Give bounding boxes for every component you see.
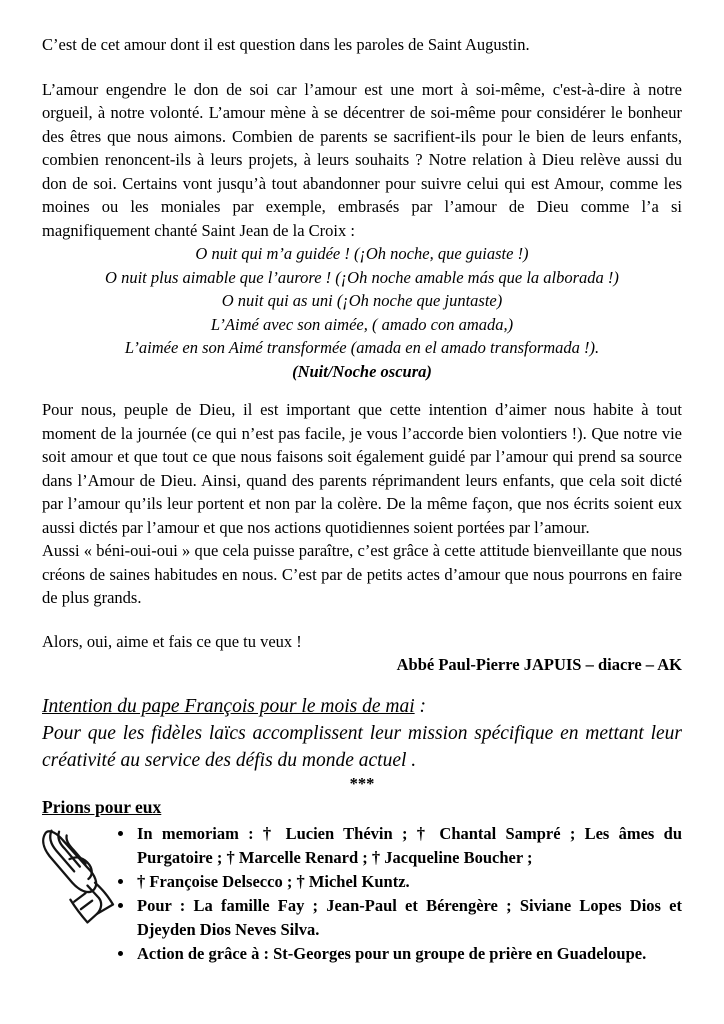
prions-heading (42, 795, 682, 820)
intention-body: Pour que les fidèles laïcs accomplissent leur mission spécifique en mettant leur créativité au service des défis du monde actuel . (42, 722, 682, 771)
poem-line: O nuit qui as uni (¡Oh noche que juntaste) (221, 291, 503, 310)
intention-heading-text: Intention du pape François pour le mois de mai (42, 695, 415, 717)
prayer-list-item (135, 822, 682, 870)
prayer-item-text: † Françoise Delsecco ; † Michel Kuntz. (137, 871, 410, 891)
poem-line: O nuit qui m’a guidée ! (¡Oh noche, que guiaste !) (195, 244, 529, 263)
aussi-paragraph: Aussi « béni-oui-oui » que cela puisse paraître, c’est grâce à cette attitude bienveillante que nous créons de saines habitudes en nous. C’est par de petits actes d’amour que nous pourrons en faire de plus grands. (42, 541, 682, 607)
asterisk-separator: *** (349, 773, 375, 793)
prions-heading-text: Prions pour eux (42, 796, 162, 817)
pour-nous-paragraph: Pour nous, peuple de Dieu, il est important que cette intention d’aimer nous habite à tout moment de la journée (ce qui n’est pas facile, je vous l’accorde bien volontiers !). Que notre vie soit amour et que tout ce que nous faisons soit également guidé par l’amour qui prend sa source dans l’Amour de Dieu. Ainsi, quand des parents réprimandent leurs enfants, que cela soit dicté par l’amour qu’ils leur portent et non par la colère. De la même façon, que nos écrits soient eux aussi dictés par l’amour et que nos actions quotidiennes soient portées par l’amour. (42, 400, 682, 537)
intention-heading (42, 693, 682, 720)
prayer-item-text: Action de grâce à : St-Georges pour un groupe de prière en Guadeloupe. (137, 943, 647, 963)
poem-line: L’Aimé avec son aimée, ( amado con amada,) (210, 314, 514, 334)
prayer-list-item (135, 894, 682, 942)
prayer-list (42, 822, 682, 966)
poem-block (42, 242, 682, 383)
poem-line: L’aimée en son Aimé transformée (amada en el amado transformada !). (124, 338, 600, 357)
closing-line: Alors, oui, aime et fais ce que tu veux ! (42, 631, 302, 651)
prayer-item-text: In memoriam : † Lucien Thévin ; † Chantal Sampré ; Les âmes du Purgatoire ; † Marcelle Renard ; † Jacqueline Boucher ; (137, 823, 682, 867)
prions-section (42, 822, 682, 966)
prayer-list-item (135, 870, 682, 894)
prayer-list-item (135, 942, 682, 966)
intro-paragraph: C’est de cet amour dont il est question dans les paroles de Saint Augustin. (42, 35, 530, 54)
praying-hands-image (26, 826, 130, 930)
intention-heading-colon: : (414, 695, 426, 717)
poem-line: O nuit plus aimable que l’aurore ! (¡Oh noche amable más que la alborada !) (105, 267, 619, 287)
poem-caption: (Nuit/Noche oscura) (292, 361, 432, 381)
signature-line: Abbé Paul-Pierre JAPUIS – diacre – AK (396, 655, 682, 674)
amour-paragraph: L’amour engendre le don de soi car l’amour est une mort à soi-même, c'est-à-dire à notre orgueil, à notre volonté. L’amour mène à se décentrer de soi-même pour considérer le bonheur des êtres que nous aimons. Combien de parents se sacrifient-ils pour le bien de leurs enfants, combien renoncent-ils à leurs projets, à leurs souhaits ? Notre relation à Dieu relève aussi du don de soi. Certains vont jusqu’à tout abandonner pour suivre celui qui est Amour, comme les moines ou les moniales par exemple, embrasés par l’amour de Dieu comme l’a si magnifiquement chanté Saint Jean de la Croix : (42, 79, 682, 240)
prayer-item-text: Pour : La famille Fay ; Jean-Paul et Bérengère ; Siviane Lopes Dios et Djeyden Dios Neves Silva. (137, 895, 682, 939)
